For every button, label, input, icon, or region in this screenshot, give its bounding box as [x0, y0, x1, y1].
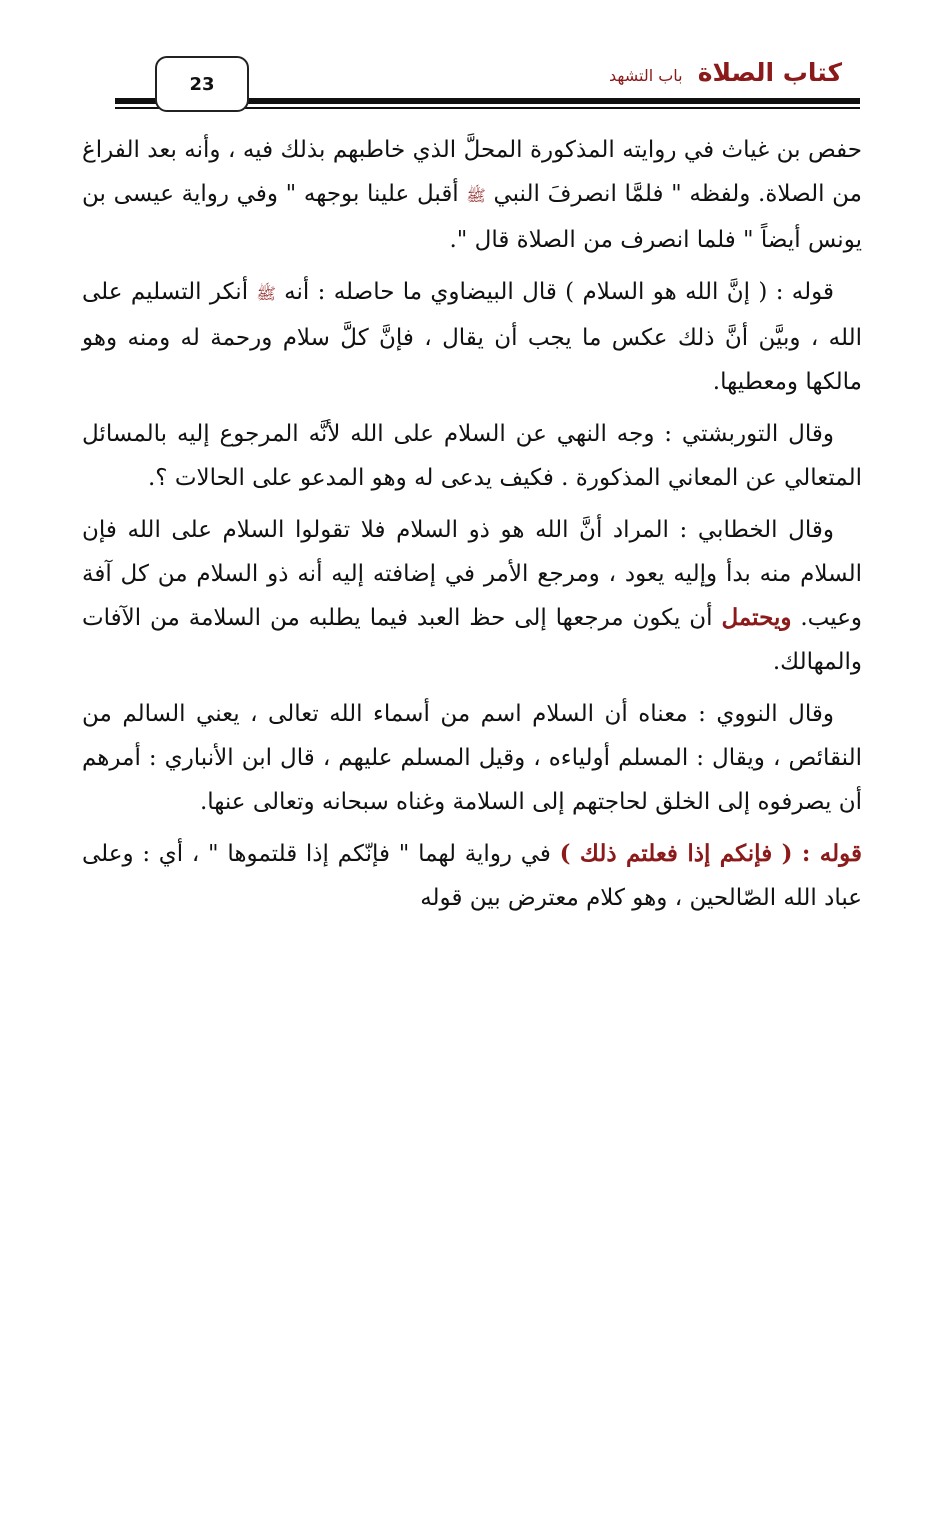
paragraph-2-text: قوله : ( إنَّ الله هو السلام ) قال البيضاوي ما حاصله : أنه: [284, 279, 835, 305]
paragraph-5: [82, 692, 862, 824]
paragraph-6-text: في رواية لهما " فإنّكم إذا قلتموها " ، أي : وعلى عباد الله الصّالحين ، وهو كلام معترض بين قوله: [82, 841, 862, 911]
book-title: كتاب الصلاة: [697, 58, 842, 87]
paragraph-3-text: وقال التوربشتي : وجه النهي عن السلام على الله لأنَّه المرجوع إليه بالمسائل المتعالي عن المعاني المذكورة . فكيف يدعى له وهو المدعو على الحالات ؟.: [82, 421, 862, 491]
salawat-symbol: ﷺ: [256, 284, 276, 303]
paragraph-4-text-cont: أن يكون مرجعها إلى حظ العبد فيما يطلبه من السلامة من الآفات والمهالك.: [82, 605, 862, 675]
salawat-symbol: ﷺ: [466, 186, 486, 205]
paragraph-4: [82, 508, 862, 684]
paragraph-4-text: وقال الخطابي : المراد أنَّ الله هو ذو السلام فلا تقولوا السلام على الله فإن السلام منه بدأ وإليه يعود ، ومرجع الأمر في إضافته إليه أنه ذو السلام من كل آفة وعيب.: [82, 517, 863, 631]
paragraph-6-heading: قوله : ( فإنكم إذا فعلتم ذلك ): [559, 840, 863, 867]
page-body: [82, 128, 862, 928]
paragraph-1: [82, 128, 862, 262]
paragraph-1-text-cont: أقبل علينا بوجهه " وفي رواية عيسى بن يونس أيضاً " فلما انصرف من الصلاة قال ".: [82, 181, 862, 253]
paragraph-4-highlight: ويحتمل: [721, 604, 792, 631]
paragraph-2-text-cont: أنكر التسليم على الله ، وبيَّن أنَّ ذلك عكس ما يجب أن يقال ، فإنَّ كلَّ سلام ورحمة له ومنه وهو مالكها ومعطيها.: [82, 279, 862, 395]
page-number: 23: [155, 56, 249, 112]
paragraph-2: [82, 270, 862, 404]
running-title: [609, 58, 842, 87]
paragraph-6: [82, 832, 862, 920]
page-header: [115, 52, 860, 114]
chapter-title: باب التشهد: [608, 66, 683, 85]
paragraph-5-text: وقال النووي : معناه أن السلام اسم من أسماء الله تعالى ، يعني السالم من النقائص ، ويقال : المسلم أولياءه ، وقيل المسلم عليهم ، قال ابن الأنباري : أمرهم أن يصرفوه إلى الخلق لحاجتهم إلى السلامة وغناه سبحانه وتعالى عنها.: [82, 701, 862, 815]
paragraph-1-text: حفص بن غياث في روايته المذكورة المحلَّ الذي خاطبهم بذلك فيه ، وأنه بعد الفراغ من الصلاة. ولفظه " فلمَّا انصرفَ النبي: [82, 137, 863, 207]
paragraph-3: [82, 412, 862, 500]
